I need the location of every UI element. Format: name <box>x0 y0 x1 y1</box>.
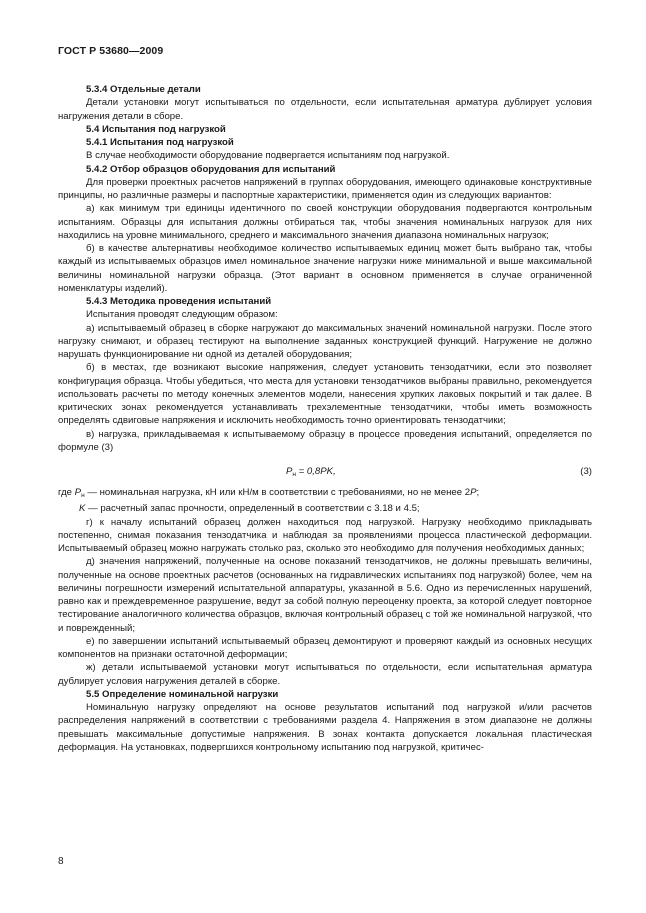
section-heading-5-4-2: 5.4.2 Отбор образцов оборудования для испытаний <box>86 163 336 175</box>
list-item: г) к началу испытаний образец должен находиться под нагрузкой. Нагрузку необходимо прикладывать постепенно, снимая показания тензодатчика и наблюдая за проявлениями процесса пластической деформации. Испытываемый образец можно нагружать столько раз, сколько это необходимо для получения необходимых данных; <box>58 516 592 554</box>
section-heading-5-4-3: 5.4.3 Методика проведения испытаний <box>86 296 272 307</box>
list-item: а) как минимум три единицы идентичного по своей конструкции оборудования подвергаются контрольным испытаниям. Образцы для испытания должны отбираться так, чтобы значения номинальных нагрузок для них находились на уровне минимального, среднего и максимального значения диапазона номинальных нагрузок; <box>58 203 592 241</box>
paragraph: Детали установки могут испытываться по отдельности, если испытательная арматура дублирует условия нагружения детали в сборе. <box>58 97 592 122</box>
section-heading-5-3-4: 5.3.4 Отдельные детали <box>86 84 201 95</box>
document-header: ГОСТ Р 53680—2009 <box>58 45 164 57</box>
paragraph: В случае необходимости оборудование подвергается испытаниям под нагрузкой. <box>86 150 450 162</box>
paragraph: Испытания проводят следующим образом: <box>86 309 278 321</box>
list-item: е) по завершении испытаний испытываемый образец демонтируют и проверяют каждый из основных несущих компонентов на признаки остаточной деформации; <box>58 635 592 660</box>
document-page <box>58 44 592 754</box>
paragraph: Для проверки проектных расчетов напряжений в группах оборудования, имеющего одинаковые конструктивные принципы, но различные размеры и паспортные характеристики, применяется один из следующих вариантов: <box>58 176 592 201</box>
list-item: в) нагрузка, прикладываемая к испытываемому образцу в процессе проведения испытаний, определяется по формуле (3) <box>58 428 592 453</box>
formula-explanation-k: K — расчетный запас прочности, определенный в соответствии с 3.18 и 4.5; <box>79 503 420 515</box>
list-item: ж) детали испытываемой установки могут испытываться по отдельности, если испытательная арматура дублирует условия нагружения деталей в сборке. <box>58 662 592 687</box>
list-item: а) испытываемый образец в сборке нагружают до максимальных значений номинальной нагрузки. После этого нагрузку снимают, и образец тестируют на выполнение заданных конструкцией функций. Нагружение не должно нарушать функционирование ни одной из деталей оборудования; <box>58 322 592 360</box>
formula-explanation-p: где $P_н$ — номинальная нагрузка, кН или кН/м в соответствии с требованиями, но не менее 2P; <box>58 487 480 499</box>
list-item: б) в качестве альтернативы необходимое количество испытываемых единиц может быть выбрано так, чтобы каждый из испытываемых образцов имел номинальное значение нагрузки ниже минимальной и выше максимальной величины номинальной нагрузки образца. (Этот вариант в основном применяется в случае ограниченной номенклатуры изделий). <box>58 243 592 294</box>
list-item: б) в местах, где возникают высокие напряжения, следует установить тензодатчики, если это позволяет конфигурация образца. Чтобы убедиться, что места для установки тензодатчиков выбраны правильно, рекомендуется использовать расчеты по методу конечных элементов модели, нанесения хрупких лаковых покрытий и так далее. В критических зонах рекомендуется устанавливать трехэлементные тензодатчики, чтобы иметь возможность определять сдвиговые напряжения и исключить необходимость точно ориентировать тензодатчики; <box>58 362 592 427</box>
formula-expression: $P_н = 0,8PK$, <box>286 466 336 478</box>
section-heading-5-5: 5.5 Определение номинальной нагрузки <box>86 688 279 700</box>
formula-number: (3) <box>580 466 592 477</box>
formula-3 <box>58 458 592 486</box>
section-heading-5-4-1: 5.4.1 Испытания под нагрузкой <box>86 137 234 148</box>
paragraph: Номинальную нагрузку определяют на основе результатов испытаний под нагрузкой и/или расчетов распределения напряжений в соответствии с требованиями раздела 4. Напряжения в этом диапазоне не должны превышать максимальные допустимые напряжения. В зонах контакта допускается локальная пластическая деформация. На установках, подвергшихся контрольному испытанию под нагрузкой, критичес- <box>58 702 592 753</box>
section-heading-5-4: 5.4 Испытания под нагрузкой <box>86 123 226 135</box>
page-number: 8 <box>58 856 64 867</box>
list-item: д) значения напряжений, полученные на основе показаний тензодатчиков, не должны превышать величины, полученные на основе проектных расчетов (основанных на гидравлических испытаниях под нагрузкой) более, чем на величины погрешности измерений испытательной аппаратуры, указанной в 5.6. Одно из перечисленных нарушений, равно как и преждевременное разрушение, ведут за собой полную переоценку проекта, за которой следует повторное тестирование аналогичного количества образцов, включая контрольный образец с той же номинальной нагрузкой, что и поврежденный; <box>58 556 592 634</box>
